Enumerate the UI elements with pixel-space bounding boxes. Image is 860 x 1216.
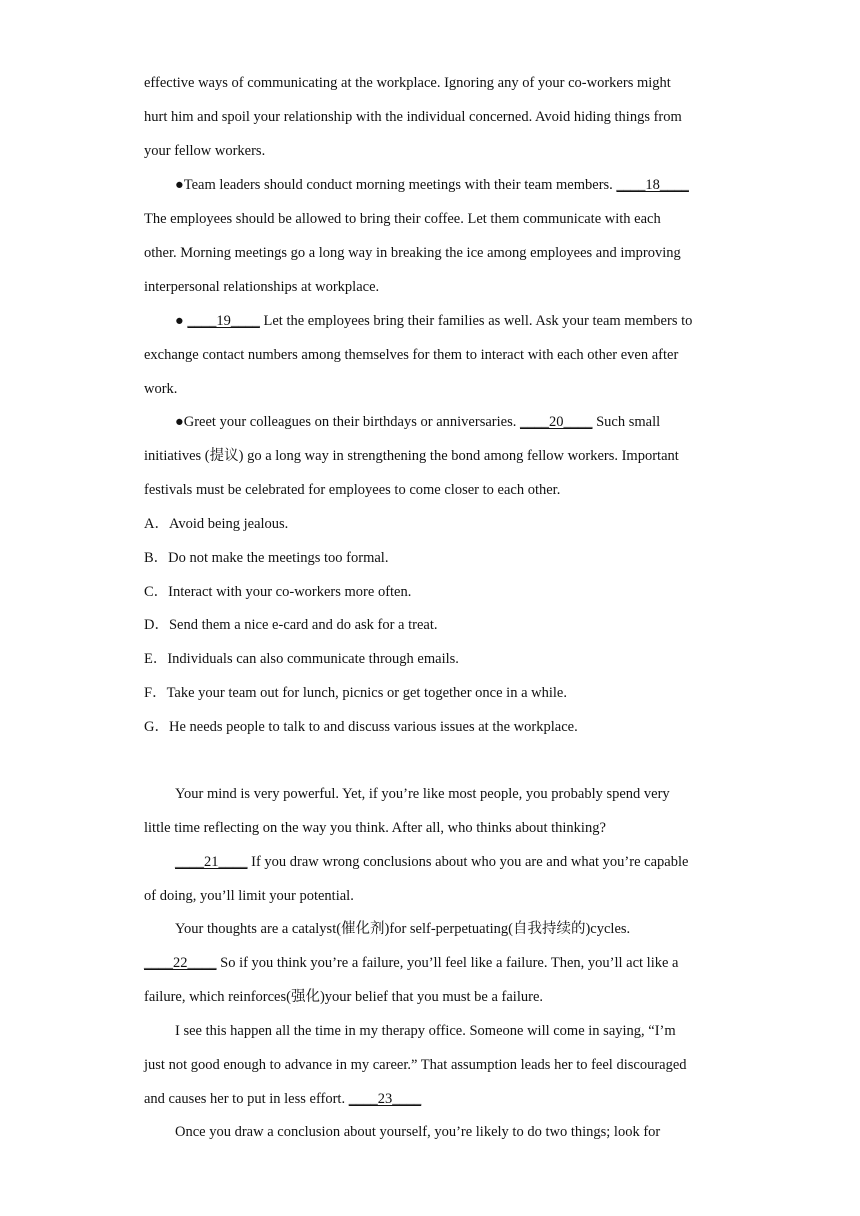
passage2-line: Once you draw a conclusion about yourself, you’re likely to do two things; look for: [175, 1124, 661, 1140]
passage2-line: [144, 1090, 421, 1108]
passage2-line: Your thoughts are a catalyst(催化剂)for self-perpetuating(自我持续的)cycles.: [175, 921, 631, 937]
passage1-line: hurt him and spoil your relationship with the individual concerned. Avoid hiding things from: [144, 109, 682, 125]
line-text: ●: [175, 313, 188, 329]
passage2-line: little time reflecting on the way you think. After all, who thinks about thinking?: [144, 820, 606, 836]
passage1-line: other. Morning meetings go a long way in breaking the ice among employees and improving: [144, 245, 681, 261]
option-e: E．Individuals can also communicate through emails.: [144, 651, 459, 667]
option-a: A．Avoid being jealous.: [144, 516, 289, 532]
blank-21: ____21____: [175, 854, 248, 870]
passage1-line: initiatives (提议) go a long way in strengthening the bond among fellow workers. Important: [144, 448, 679, 464]
option-b: B．Do not make the meetings too formal.: [144, 550, 389, 566]
line-text: ●Team leaders should conduct morning meetings with their team members.: [175, 177, 617, 193]
passage2-line: [175, 853, 688, 871]
passage2-line: just not good enough to advance in my career.” That assumption leads her to feel discouraged: [144, 1057, 687, 1073]
passage1-bullet-line: [175, 413, 660, 431]
line-text: ●Greet your colleagues on their birthdays or anniversaries.: [175, 414, 520, 430]
line-text: Let the employees bring their families as well. Ask your team members to: [259, 313, 693, 329]
blank-22: ____22____: [144, 955, 217, 971]
blank-19: ____19____: [187, 313, 260, 329]
passage2-line: [144, 954, 678, 972]
passage2-line: Your mind is very powerful. Yet, if you’re like most people, you probably spend very: [175, 786, 670, 802]
line-text: and causes her to put in less effort.: [144, 1091, 349, 1107]
passage1-line: effective ways of communicating at the workplace. Ignoring any of your co-workers might: [144, 75, 671, 91]
option-d: D．Send them a nice e-card and do ask for a treat.: [144, 617, 438, 633]
blank-20: ____20____: [519, 414, 593, 430]
passage1-line: interpersonal relationships at workplace.: [144, 279, 380, 295]
line-text: If you draw wrong conclusions about who you are and what you’re capable: [247, 854, 689, 870]
passage1-bullet-line: [175, 176, 689, 194]
line-text: Such small: [592, 414, 661, 430]
option-g: G．He needs people to talk to and discuss various issues at the workplace.: [144, 719, 578, 735]
passage2-line: of doing, you’ll limit your potential.: [144, 888, 354, 904]
passage1-line: festivals must be celebrated for employees to come closer to each other.: [144, 482, 561, 498]
passage2-line: failure, which reinforces(强化)your belief that you must be a failure.: [144, 989, 544, 1005]
passage1-line: exchange contact numbers among themselves for them to interact with each other even after: [144, 347, 679, 363]
passage1-bullet-line: [175, 312, 692, 330]
passage1-line: work.: [144, 381, 178, 397]
passage1-line: your fellow workers.: [144, 143, 266, 159]
passage1-line: The employees should be allowed to bring their coffee. Let them communicate with each: [144, 211, 661, 227]
option-c: C．Interact with your co-workers more often.: [144, 584, 412, 600]
blank-18: ____18____: [616, 177, 689, 193]
line-text: So if you think you’re a failure, you’ll feel like a failure. Then, you’ll act like a: [216, 955, 679, 971]
blank-23: ____23____: [348, 1091, 422, 1107]
option-f: F．Take your team out for lunch, picnics or get together once in a while.: [144, 685, 567, 701]
passage2-line: I see this happen all the time in my therapy office. Someone will come in saying, “I’m: [175, 1023, 676, 1039]
